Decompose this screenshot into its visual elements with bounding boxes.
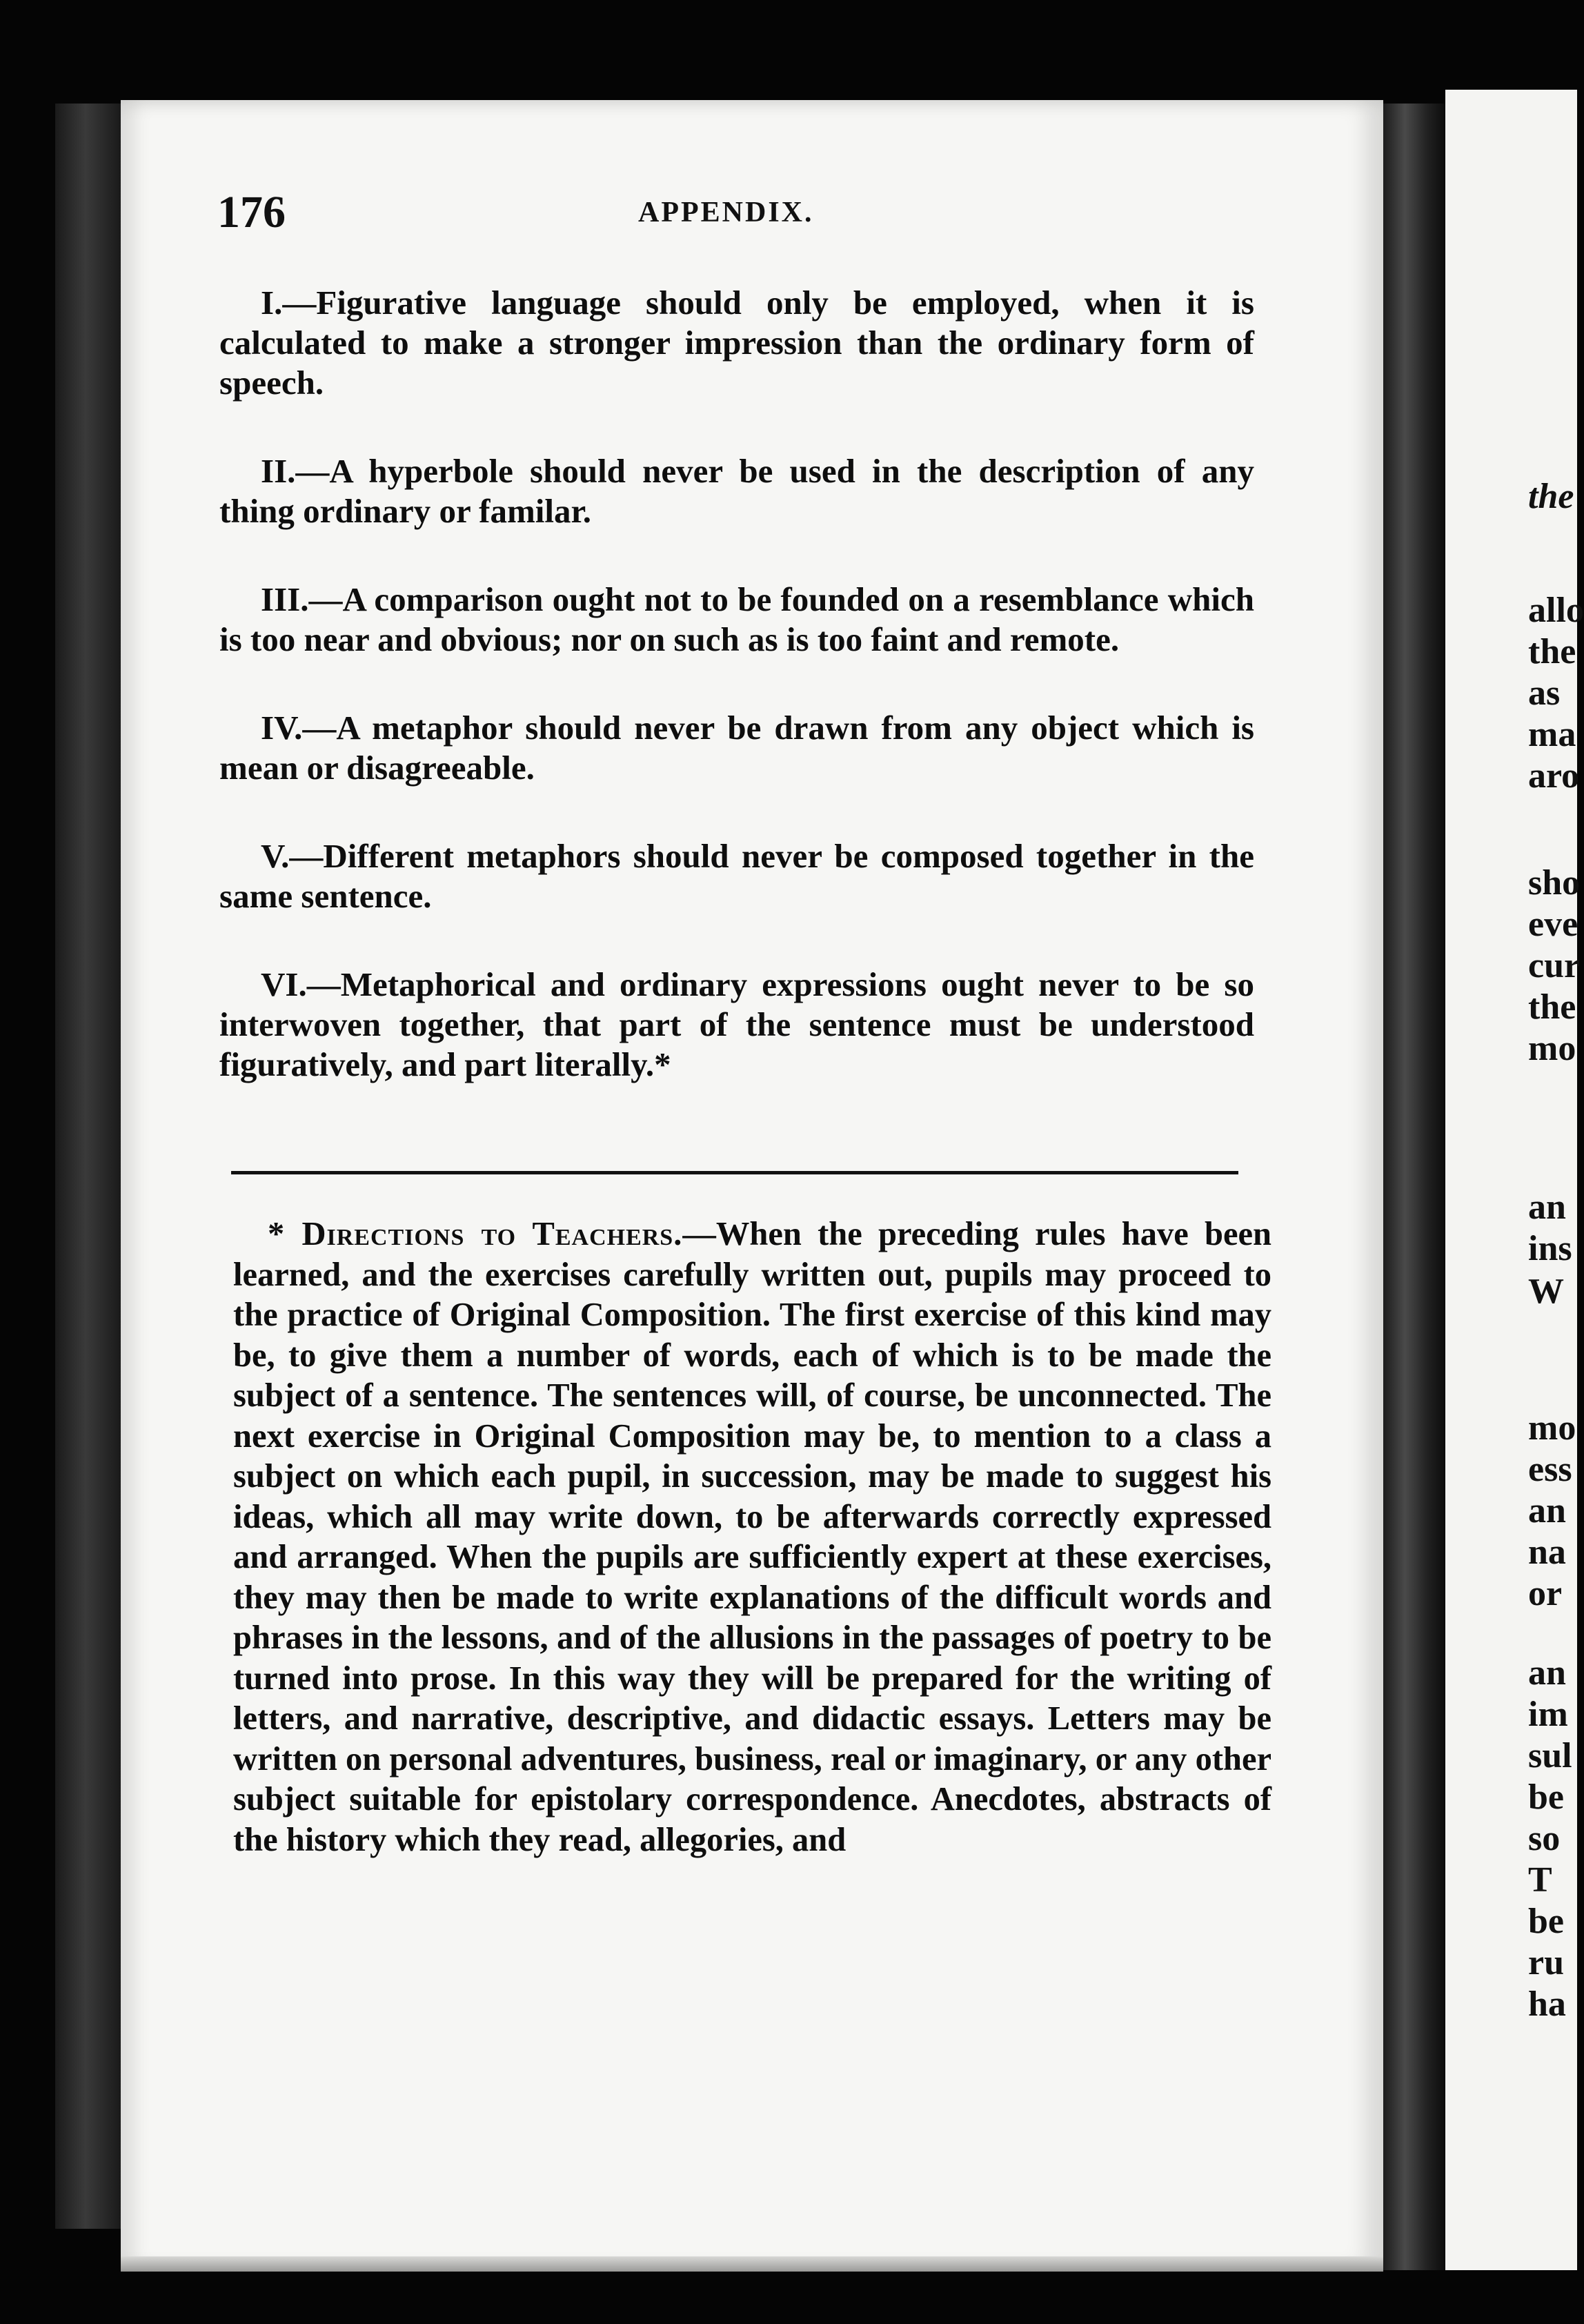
adjacent-page-fragment: im — [1528, 1695, 1568, 1734]
page-edge — [121, 2256, 1383, 2272]
adjacent-page-fragment: sul — [1528, 1736, 1572, 1775]
book-binding-left — [55, 104, 131, 2229]
adjacent-page-fragment: be — [1528, 1902, 1564, 1941]
adjacent-page-fragment: sho — [1528, 863, 1581, 903]
running-head: APPENDIX. — [638, 197, 814, 228]
rule-paragraph: VI.—Metaphorical and ordinary expressions ought never to be so interwoven together, that part of the sentence must be understood figuratively, and part literally.* — [219, 965, 1254, 1083]
adjacent-page-fragment: the — [1528, 987, 1576, 1027]
adjacent-page-fragment: aro — [1528, 756, 1580, 796]
adjacent-page-fragment: the — [1528, 632, 1576, 671]
adjacent-page-fragment: an — [1528, 1491, 1566, 1530]
adjacent-page — [1445, 90, 1584, 2270]
adjacent-page-fragment: the — [1528, 477, 1574, 516]
rule-paragraph: II.—A hyperbole should never be used in the description of any thing ordinary or familar. — [219, 452, 1254, 530]
adjacent-page-fragment: mo — [1528, 1029, 1576, 1068]
footnote — [233, 1214, 1271, 1860]
adjacent-page-fragment: or — [1528, 1574, 1563, 1613]
footnote-lead: * Directions to Teachers. — [268, 1216, 683, 1252]
adjacent-page-fragment: as — [1528, 673, 1561, 713]
footnote-text: —When the preceding rules have been learned, and the exercises carefully written out, pupils may proceed to the practice of Original Composition. The first exercise of this kind may be, to give them a number of words, each of which is to be made the subject of a sentence. The sentences will, of course, be unconnected. The next exercise in Original Composition may be, to mention to a class a subject on which each pupil, in succession, may be made to suggest his ideas, which all may write down, to be afterwards correctly expressed and arranged. When the pupils are sufficiently expert at these exercises, they may then be made to write explanations of the difficult words and phrases in the lessons, and of the allusions in the passages of poetry to be turned into prose. In this way they will be prepared for the writing of letters, and narrative, descriptive, and didactic essays. Letters may be written on personal adventures, business, real or imaginary, or any other subject suitable for epistolary correspondence. Anecdotes, abstracts of the history which they read, allegories, and — [233, 1216, 1271, 1858]
adjacent-page-fragment: ess — [1528, 1450, 1572, 1489]
adjacent-page-fragment: eve — [1528, 905, 1578, 944]
adjacent-page-fragment: ma — [1528, 715, 1576, 754]
adjacent-page-fragment: an — [1528, 1188, 1566, 1227]
rules-section — [219, 283, 1254, 1133]
rule-paragraph: I.—Figurative language should only be employed, when it is calculated to make a stronger impression than the ordinary form of speech. — [219, 284, 1254, 402]
footnote-divider — [231, 1171, 1238, 1174]
adjacent-page-fragment: ins — [1528, 1229, 1572, 1268]
book-gutter — [1383, 104, 1445, 2270]
page-number: 176 — [217, 187, 286, 237]
rule-paragraph: V.—Different metaphors should never be composed together in the same sentence. — [219, 837, 1254, 915]
adjacent-page-fragment: na — [1528, 1533, 1566, 1572]
page-header — [217, 186, 1259, 248]
adjacent-page-fragment: be — [1528, 1778, 1564, 1817]
adjacent-page-fragment: T — [1528, 1860, 1552, 1900]
rule-paragraph: III.—A comparison ought not to be founded on a resemblance which is too near and obvious; nor on such as is too faint and remote. — [219, 580, 1254, 658]
adjacent-page-fragment: cur — [1528, 946, 1581, 985]
adjacent-page-fragment: allo — [1528, 591, 1584, 630]
adjacent-page-fragment: an — [1528, 1653, 1566, 1693]
adjacent-page-fragment: mo — [1528, 1408, 1576, 1448]
adjacent-page-fragment: W — [1528, 1272, 1564, 1311]
adjacent-page-fragment: ha — [1528, 1985, 1566, 2024]
adjacent-page-fragment: ru — [1528, 1943, 1564, 1982]
rule-paragraph: IV.—A metaphor should never be drawn from any object which is mean or disagreeable. — [219, 709, 1254, 787]
adjacent-page-fragment: so — [1528, 1819, 1561, 1858]
